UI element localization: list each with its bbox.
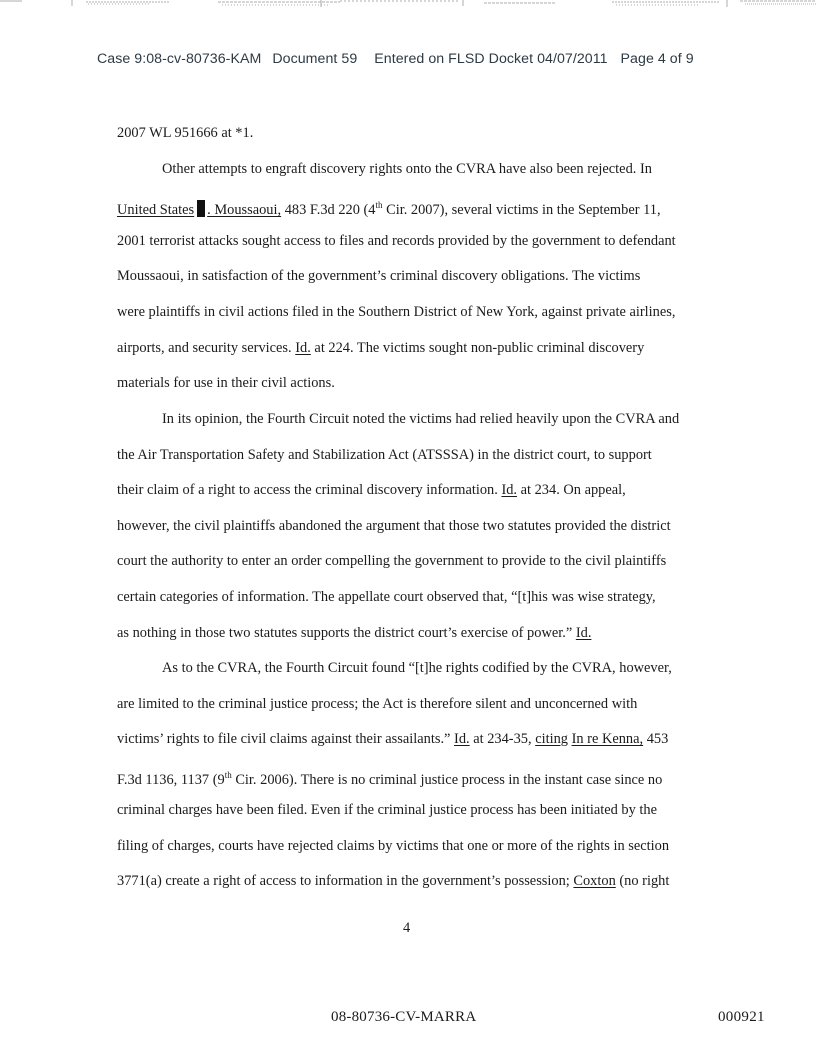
text-line: F.3d 1136, 1137 (9th Cir. 2006). There is no criminal justice process in the instant case since no (117, 770, 663, 788)
case-citation: In re Kenna, (571, 731, 644, 747)
case-citation: United States (117, 201, 195, 218)
case-citation: Coxton (573, 873, 616, 889)
text-line: however, the civil plaintiffs abandoned the argument that those two statutes provided the district (117, 518, 671, 534)
header-entered: Entered on FLSD Docket 04/07/2011 (374, 51, 608, 67)
text-line: United States . Moussaoui, 483 F.3d 220 (4th Cir. 2007), several victims in the September 11, (117, 200, 661, 218)
text-line: victims’ rights to file civil claims against their assailants.” Id. at 234-35, citing In re Kenna, 453 (117, 731, 669, 747)
text-line: the Air Transportation Safety and Stabilization Act (ATSSSA) in the district court, to support (117, 447, 652, 463)
redaction-mark (197, 200, 205, 217)
text-line: as nothing in those two statutes supports the district court’s exercise of power.” Id. (117, 625, 592, 641)
scan-edge-artifact (0, 0, 816, 8)
text-line: their claim of a right to access the criminal discovery information. Id. at 234. On appeal, (117, 482, 626, 498)
text-line: As to the CVRA, the Fourth Circuit found “[t]he rights codified by the CVRA, however, (162, 660, 672, 676)
text-line: criminal charges have been filed. Even if the criminal justice process has been initiated by the (117, 802, 657, 818)
text-line: materials for use in their civil actions. (117, 375, 335, 391)
text-line: 2007 WL 951666 at *1. (117, 125, 254, 141)
case-header (97, 51, 757, 67)
text-line: were plaintiffs in civil actions filed in the Southern District of New York, against private airlines, (117, 304, 676, 320)
text-line: In its opinion, the Fourth Circuit noted the victims had relied heavily upon the CVRA and (162, 411, 680, 427)
header-case-number: Case 9:08-cv-80736-KAM (97, 51, 262, 67)
id-citation: Id. (295, 340, 311, 356)
text-line: are limited to the criminal justice process; the Act is therefore silent and unconcerned with (117, 696, 638, 712)
text-line: 2001 terrorist attacks sought access to files and records provided by the government to defendant (117, 233, 676, 249)
text-line: 3771(a) create a right of access to information in the government’s possession; Coxton (no right (117, 873, 670, 889)
page-number: 4 (403, 920, 411, 936)
header-page: Page 4 of 9 (620, 51, 694, 67)
text-line: court the authority to enter an order compelling the government to provide to the civil plaintiffs (117, 553, 667, 569)
footer-case-id: 08-80736-CV-MARRA (331, 1009, 477, 1025)
footer-bates-number: 000921 (718, 1009, 765, 1025)
text-line: Other attempts to engraft discovery rights onto the CVRA have also been rejected. In (162, 161, 652, 177)
id-citation: Id. (454, 731, 470, 747)
header-document: Document 59 (272, 51, 358, 67)
text-line: Moussaoui, in satisfaction of the government’s criminal discovery obligations. The victims (117, 268, 641, 284)
id-citation: Id. (575, 625, 592, 641)
text-line: airports, and security services. Id. at 224. The victims sought non-public criminal discovery (117, 340, 645, 356)
case-citation: . Moussaoui, (207, 201, 282, 218)
text-line: certain categories of information. The appellate court observed that, “[t]his was wise strategy, (117, 589, 656, 605)
citing-signal: citing (535, 731, 568, 747)
id-citation: Id. (501, 482, 518, 498)
text-line: filing of charges, courts have rejected claims by victims that one or more of the rights in section (117, 838, 670, 854)
